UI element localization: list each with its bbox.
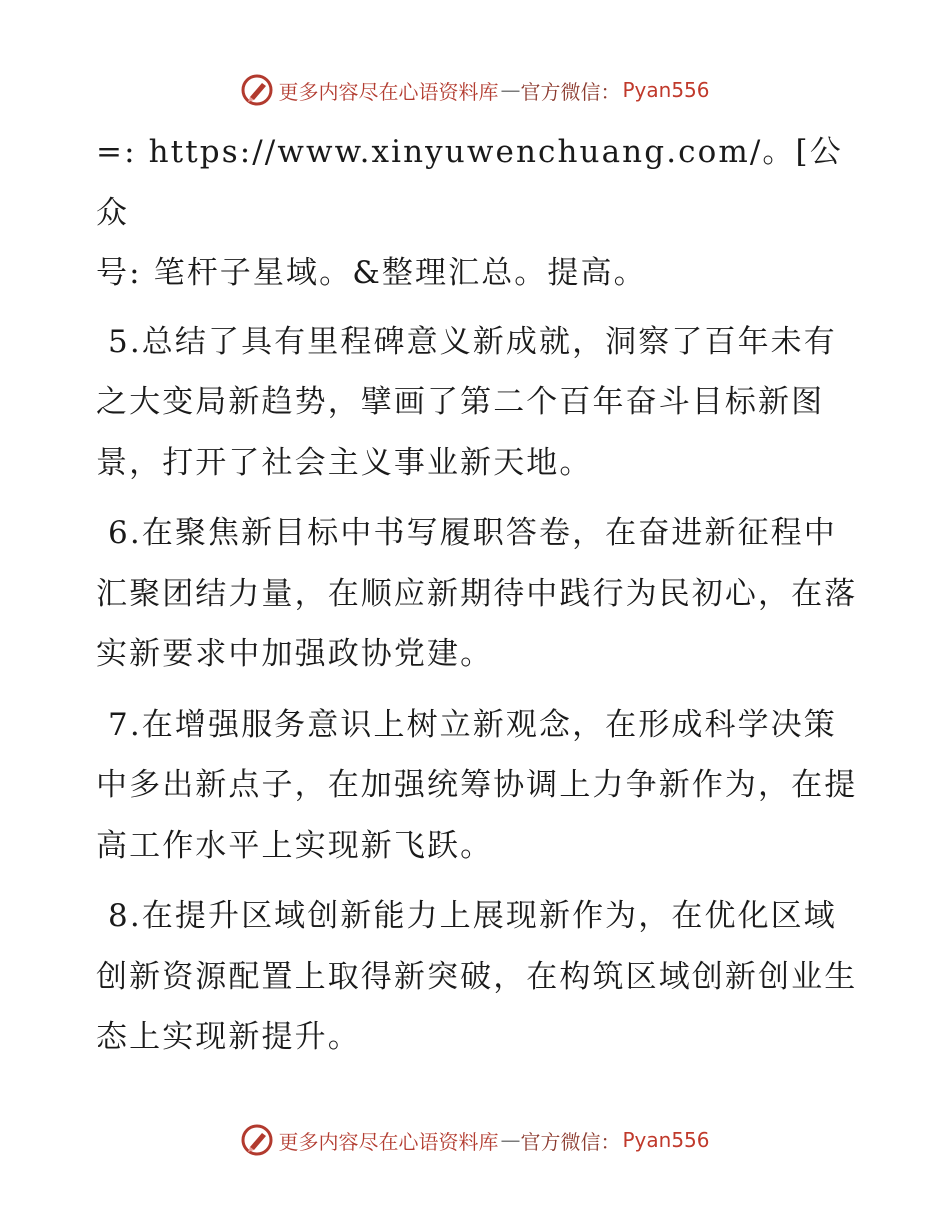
item-text: 在聚焦新目标中书写履职答卷，在奋进新征程中汇聚团结力量，在顺应新期待中践行为民初心，在落实新要求中加强政协党建。	[96, 515, 858, 672]
intro-line-1: =: https://www.xinyuwenchuang.com/。[公众	[96, 134, 843, 231]
header-banner-text: 更多内容尽在心语资料库	[278, 79, 499, 104]
pen-logo-icon	[240, 73, 274, 107]
header-wechat-id: Pyan556	[622, 78, 710, 102]
footer-banner-text: 更多内容尽在心语资料库	[278, 1129, 499, 1154]
item-number: 8.	[108, 898, 142, 934]
list-item	[96, 886, 866, 1068]
item-number: 7.	[108, 706, 142, 743]
list-item	[96, 312, 866, 494]
list-item	[96, 695, 866, 877]
item-text: 在提升区域创新能力上展现新作为，在优化区域创新资源配置上取得新突破，在构筑区域创新创业生态上实现新提升。	[96, 898, 858, 1055]
pen-logo-icon	[240, 1123, 274, 1157]
item-number: 5.	[108, 323, 142, 360]
header-banner-dash: —	[500, 78, 519, 102]
footer-wechat-id: Pyan556	[622, 1128, 710, 1152]
intro-line-2: 号: 笔杆子星域。&整理汇总。提高。	[96, 255, 647, 291]
list-item	[96, 503, 866, 685]
item-number: 6.	[108, 515, 142, 551]
item-text: 总结了具有里程碑意义新成就，洞察了百年未有之大变局新趋势，擘画了第二个百年奋斗目标新图景，打开了社会主义事业新天地。	[96, 323, 837, 481]
footer-official-label: 官方微信：	[520, 1129, 621, 1154]
header-official-label: 官方微信：	[520, 79, 621, 104]
document-body	[96, 122, 866, 1078]
intro-paragraph	[96, 122, 866, 304]
footer-banner-dash: —	[500, 1128, 519, 1152]
item-text: 在增强服务意识上树立新观念，在形成科学决策中多出新点子，在加强统筹协调上力争新作为，在提高工作水平上实现新飞跃。	[96, 706, 858, 864]
footer-banner	[0, 1118, 950, 1162]
header-banner	[0, 68, 950, 112]
